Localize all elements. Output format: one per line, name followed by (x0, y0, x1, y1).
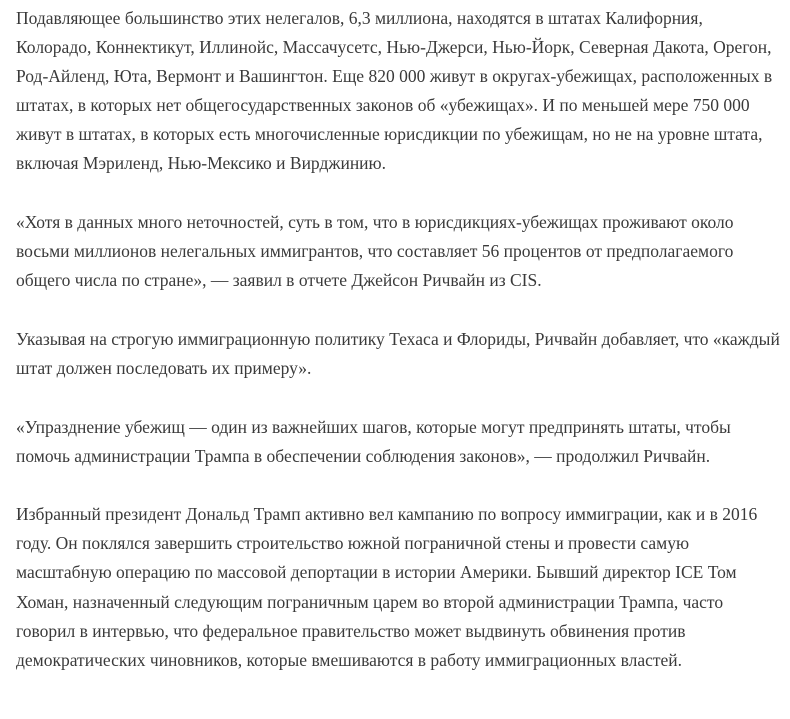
paragraph-illegals-by-state: Подавляющее большинство этих нелегалов, 6,3 миллиона, находятся в штатах Калифорния, Колорадо, Коннектикут, Иллинойс, Массачусетс, Нью-Джерси, Нью-Йорк, Северная Дакота, Орегон, Род-Айленд, Юта, Вермонт и Вашингтон. Еще 820 000 живут в округах-убежищах, расположенных в штатах, в которых нет общегосударственных законов об «убежищах». И по меньшей мере 750 000 живут в штатах, в которых есть многочисленные юрисдикции по убежищам, но не на уровне штата, включая Мэриленд, Нью-Мексико и Вирджинию. (16, 8, 773, 174)
paragraph-texas-florida: Указывая на строгую иммиграционную политику Техаса и Флориды, Ричвайн добавляет, что «каждый штат должен последовать их примеру». (16, 328, 780, 378)
paragraph-richwine-quote: «Хотя в данных много неточностей, суть в том, что в юрисдикциях-убежищах проживают около восьми миллионов нелегальных иммигрантов, что составляет 56 процентов от предполагаемого общего числа по стране», — заявил в отчете Джейсон Ричвайн из CIS. (16, 212, 734, 291)
paragraph-abolish-sanctuaries-quote: «Упразднение убежищ — один из важнейших шагов, которые могут предпринять штаты, чтобы помочь администрации Трампа в обеспечении соблюдения законов», — продолжил Ричвайн. (16, 416, 731, 466)
paragraph-trump-immigration: Избранный президент Дональд Трамп активно вел кампанию по вопросу иммиграции, как и в 2016 году. Он поклялся завершить строительство южной пограничной стены и провести самую масштабную операцию по массовой депортации в истории Америки. Бывший директор ICE Том Хоман, назначенный следующим пограничным царем во второй администрации Трампа, часто говорил в интервью, что федеральное правительство может выдвинуть обвинения против демократических чиновников, которые вмешиваются в работу иммиграционных властей. (16, 504, 758, 670)
